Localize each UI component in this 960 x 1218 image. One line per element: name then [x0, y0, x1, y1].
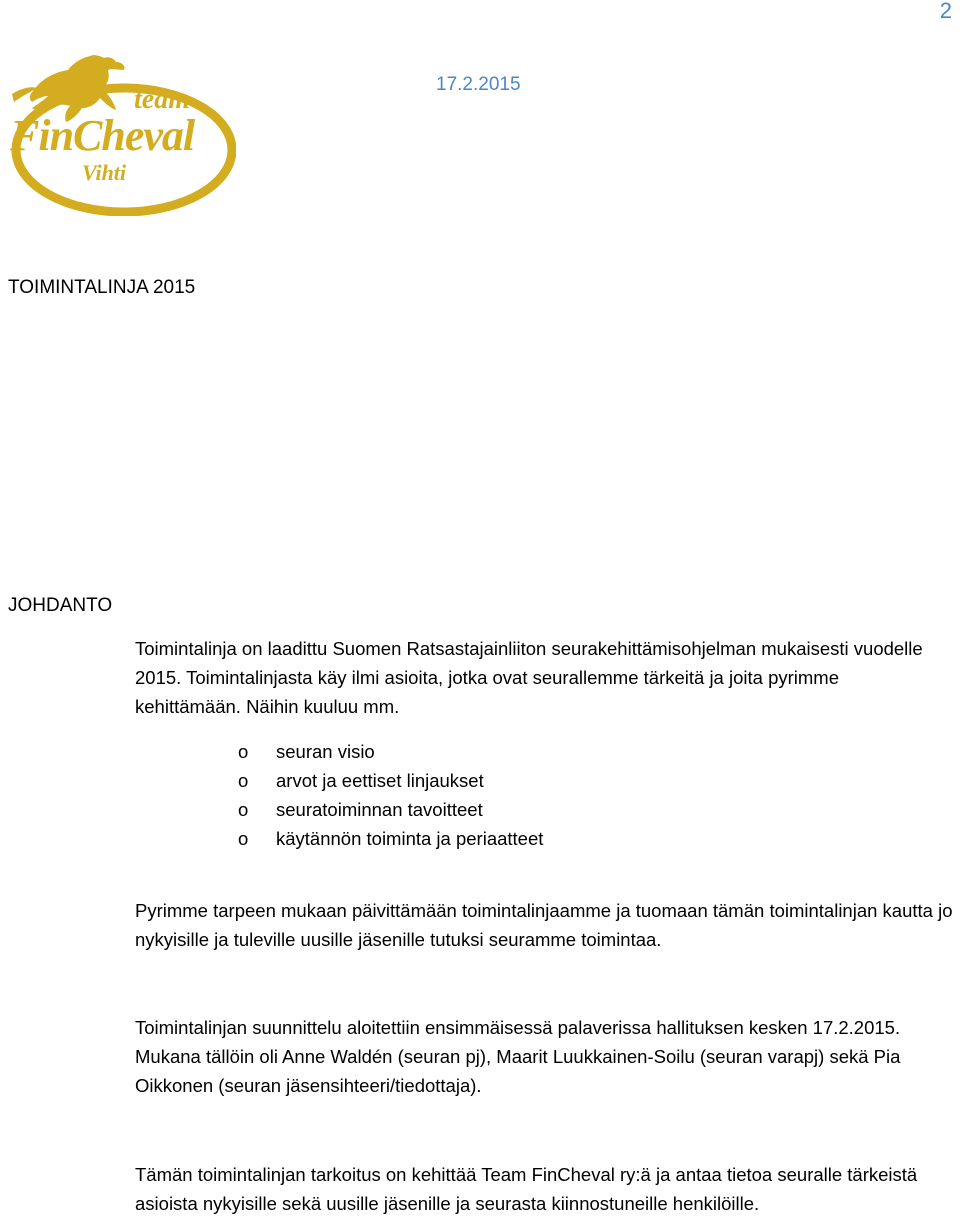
list-item-text: arvot ja eettiset linjaukset	[276, 770, 484, 791]
list-marker: o	[238, 770, 249, 791]
section-heading: JOHDANTO	[8, 595, 113, 616]
logo-text-place: Vihti	[82, 160, 127, 185]
list-item-text: seuratoiminnan tavoitteet	[276, 799, 483, 820]
logo-text-team: team	[134, 84, 190, 115]
list-marker: o	[238, 828, 249, 849]
document-date: 17.2.2015	[436, 74, 521, 95]
planning-paragraph: Toimintalinjan suunnittelu aloitettiin ensimmäisessä palaverissa hallituksen kesken 17.2.2015. Mukana tällöin oli Anne Waldén (seuran pj), Maarit Luukkainen-Soilu (seuran varapj) sekä Pia Oikkonen (seuran jäsensihteeri/tiedottaja).	[135, 1017, 901, 1096]
update-paragraph: Pyrimme tarpeen mukaan päivittämään toimintalinjaamme ja tuomaan tämän toimintalinjan kautta jo nykyisille ja tuleville uusille jäsenille tutuksi seuramme toimintaa.	[135, 900, 953, 950]
intro-paragraph: Toimintalinja on laadittu Suomen Ratsastajainliiton seurakehittämisohjelman mukaisesti vuodelle 2015. Toimintalinjasta käy ilmi asioita, jotka ovat seurallemme tärkeitä ja joita pyrimme kehittämään. Näihin kuuluu mm.	[135, 638, 923, 717]
list-item-text: käytännön toiminta ja periaatteet	[276, 828, 544, 849]
purpose-paragraph: Tämän toimintalinjan tarkoitus on kehittää Team FinCheval ry:ä ja antaa tietoa seuralle tärkeistä asioista nykyisille sekä uusille jäsenille ja seurasta kiinnostuneille henkilöille.	[135, 1164, 918, 1214]
topic-list	[238, 737, 543, 853]
list-item	[238, 766, 543, 795]
list-item	[238, 737, 543, 766]
list-marker: o	[238, 741, 249, 762]
logo-text-name: FinCheval	[10, 111, 195, 160]
list-item	[238, 795, 543, 824]
list-item-text: seuran visio	[276, 741, 375, 762]
list-item	[238, 824, 543, 853]
list-marker: o	[238, 799, 249, 820]
document-title: TOIMINTALINJA 2015	[8, 277, 196, 298]
page-number: 2	[939, 0, 952, 23]
